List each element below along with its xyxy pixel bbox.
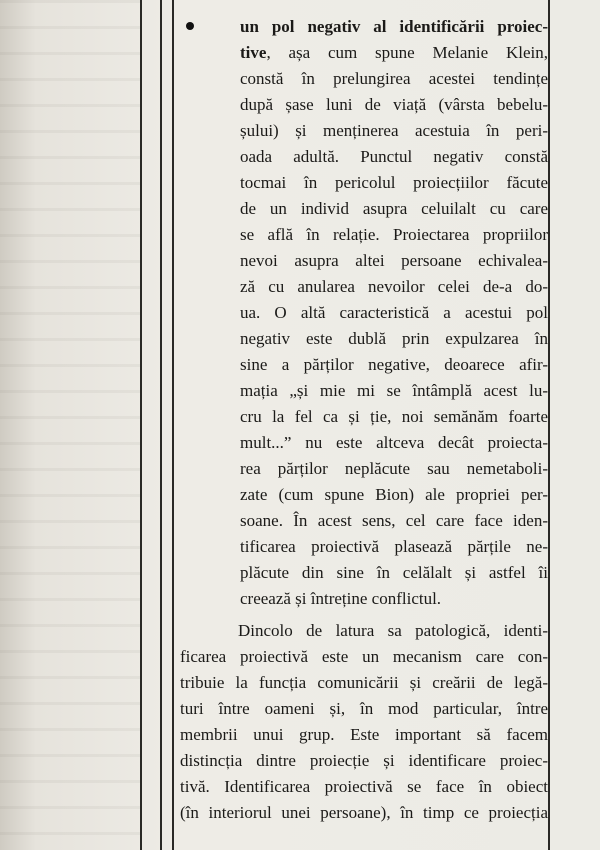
bullet-line: plăcute din sine în celălalt și astfel îi (240, 563, 548, 582)
bullet-line: rea părților neplăcute sau nemetaboli- (240, 459, 548, 478)
bullet-line: sine a părților negative, deoarece afir- (240, 355, 548, 374)
bullet-line: mația „și mie mi se întâmplă acest lu- (240, 381, 548, 400)
bullet-line: tificarea proiectivă plasează părțile ne- (240, 537, 548, 556)
bullet-line: șului) și menținerea acestuia în peri- (240, 121, 548, 140)
paragraph-first-line: Dincolo de latura sa patologică, identi- (238, 621, 548, 640)
bullet-line: cru la fel ca și ție, noi semănăm foarte (240, 407, 548, 426)
table-rule-3 (172, 0, 174, 850)
bullet-line: după șase luni de viață (vârsta bebelu- (240, 95, 548, 114)
table-rule-4 (548, 0, 550, 850)
bullet-item (180, 14, 548, 612)
bullet-line: oada adultă. Punctul negativ constă (240, 147, 548, 166)
paragraph-line: turi între oameni și, în mod particular, între (180, 699, 548, 718)
bullet-line: se află în relație. Proiectarea propriilor (240, 225, 548, 244)
table-rule-2 (160, 0, 162, 850)
bullet-line: mult...” nu este altceva decât proiecta- (240, 433, 548, 452)
paragraph-line: tribuie la funcția comunicării și creării de legă- (180, 673, 548, 692)
paragraph-line: (în interiorul unei persoane), în timp ce proiecția (180, 803, 548, 822)
paragraph-line: ficarea proiectivă este un mecanism care con- (180, 647, 548, 666)
bullet-line-1 (240, 40, 548, 66)
bullet-line-1-text: , așa cum spune Melanie Klein, (266, 43, 548, 62)
bullet-line: de un individ asupra celuilalt cu care (240, 199, 548, 218)
bullet-line: negativ este dublă prin expulzarea în (240, 329, 548, 348)
bullet-line: tocmai în pericolul proiecțiilor făcute (240, 173, 548, 192)
bullet-line: ua. O altă caracteristică a acestui pol (240, 303, 548, 322)
bullet-line: soane. În acest sens, cel care face iden- (240, 511, 548, 530)
table-rule-1 (140, 0, 142, 850)
bleed-through-margin (0, 0, 140, 850)
bullet-line: ză cu anularea nevoilor celei de-a do- (240, 277, 548, 296)
text-column (180, 14, 548, 826)
bullet-line: constă în prelungirea acestei tendințe (240, 69, 548, 88)
bullet-heading-line: un pol negativ al identificării proiec- (240, 17, 548, 36)
body-paragraph (180, 618, 548, 826)
bullet-heading-end: tive (240, 43, 267, 62)
bullet-line: nevoi asupra altei persoane echivalea- (240, 251, 548, 270)
paragraph-line: tivă. Identificarea proiectivă se face în obiect (180, 777, 548, 796)
bullet-line: zate (cum spune Bion) ale propriei per- (240, 485, 548, 504)
bullet-icon (186, 22, 194, 30)
bullet-line-last: creează și întreține conflictul. (240, 589, 442, 608)
paragraph-line: membrii unui grup. Este important să facem (180, 725, 548, 744)
paragraph-line: distincția dintre proiecție și identificare proiec- (180, 751, 548, 770)
